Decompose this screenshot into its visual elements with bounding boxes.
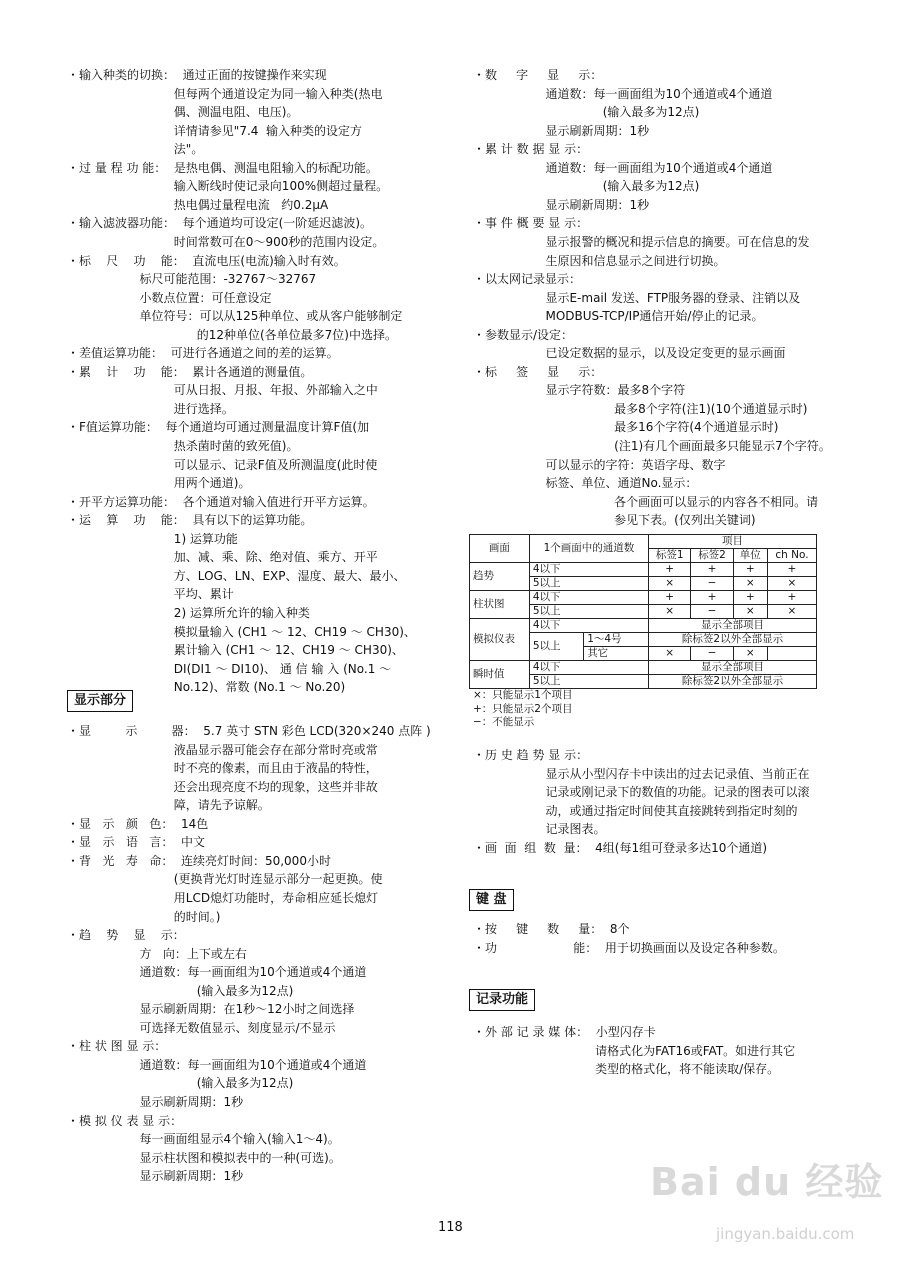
text-line: ・显 示 语 言： 中文: [67, 835, 205, 850]
text-line: 显示刷新周期：1秒: [67, 1095, 244, 1109]
text-line: ・数 字 显 示：: [473, 68, 603, 82]
table-cell: +: [691, 563, 733, 577]
table-cell: 显示全部项目: [649, 619, 817, 633]
table-cell: +: [649, 591, 691, 605]
text-line: 显示E-mail 发送、FTP服务器的登录、注销以及: [473, 290, 801, 305]
table-cell: 瞬时值: [470, 661, 530, 689]
table-row: [470, 591, 817, 605]
text-line: 请格式化为FAT16或FAT。如进行其它: [473, 1043, 796, 1058]
text-line: 小数点位置：可任意设定: [67, 290, 272, 305]
text-line: 平均、累计: [67, 587, 234, 602]
text-line: (输入最多为12点): [67, 983, 294, 998]
table-cell: ×: [733, 647, 767, 661]
text-line: 累计输入 (CH1 ～ 12、CH19 ～ CH30)、: [67, 643, 404, 658]
text-line: 还会出现亮度不均的现象，这些并非故: [67, 779, 378, 794]
text-line: ・模 拟 仪 表 显 示：: [67, 1113, 183, 1128]
table-cell: ×: [767, 605, 816, 619]
baidu-watermark: Bai du 经验: [650, 1160, 884, 1204]
text-line: ・历 史 趋 势 显 示：: [473, 748, 589, 762]
text-line: 通道数：每一画面组为10个通道或4个通道: [473, 160, 773, 175]
text-line: 可以显示的字符：英语字母、数字: [473, 457, 726, 472]
text-line: 显示刷新周期：1秒: [67, 1169, 244, 1184]
text-line: 可以显示、记录F值及所测温度(此时使: [67, 457, 378, 472]
text-line: ・以太网记录显示：: [473, 272, 582, 287]
text-line: 可选择无数值显示、刻度显示/不显示: [67, 1020, 336, 1035]
text-line: 显示刷新周期：在1秒～12小时之间选择: [67, 1002, 355, 1017]
table-header: 标签2: [691, 549, 733, 563]
text-line: ×：只能显示1个项目: [473, 689, 573, 701]
table-cell: [767, 647, 816, 661]
text-line: 记录图表。: [473, 822, 606, 837]
table-cell: 5以上: [529, 605, 648, 619]
table-row: [470, 661, 817, 675]
text-line: 但每两个通道设定为同一输入种类(热电: [67, 86, 383, 101]
table-row: [470, 535, 817, 549]
text-line: ・累 计 功 能： 累计各通道的测量值。: [67, 364, 313, 379]
text-line: 类型的格式化，将不能读取/保存。: [473, 1062, 780, 1077]
table-cell: ×: [649, 577, 691, 591]
text-line: ・外 部 记 录 媒 体： 小型闪存卡: [473, 1025, 656, 1039]
label-display-table: [469, 534, 817, 689]
text-line: (注1)有几个画面最多只能显示7个字符。: [473, 439, 831, 453]
text-line: MODBUS-TCP/IP通信开始/停止的记录。: [473, 309, 764, 324]
text-line: ・F值运算功能： 每个通道均可通过测量温度计算F值(加: [67, 420, 370, 435]
text-line: ・画 面 组 数 量： 4组(每1组可登录多达10个通道): [473, 840, 768, 855]
section-record-heading: 记录功能: [469, 989, 535, 1011]
table-cell: −: [691, 647, 733, 661]
table-header: 单位: [733, 549, 767, 563]
text-line: 时不亮的像素，而且由于液晶的特性，: [67, 761, 378, 776]
text-line: ・标 签 显 示：: [473, 364, 603, 379]
table-cell: 5以上: [529, 577, 648, 591]
text-line: 方 向：上下或左右: [67, 946, 247, 961]
text-line: ・运 算 功 能： 具有以下的运算功能。: [67, 513, 313, 528]
text-line: 2) 运算所允许的输入种类: [67, 605, 310, 620]
text-line: 法"。: [67, 142, 204, 157]
table-cell: +: [767, 563, 816, 577]
text-line: ・输入种类的切换： 通过正面的按键操作来实现: [67, 68, 327, 82]
text-line: 已设定数据的显示，以及设定变更的显示画面: [473, 346, 786, 361]
text-line: 通道数：每一画面组为10个通道或4个通道: [67, 1057, 367, 1072]
page-number: 118: [438, 1220, 463, 1235]
text-line: 标尺可能范围：-32767～32767: [67, 272, 317, 287]
text-line: ・开平方运算功能： 各个通道对输入值进行开平方运算。: [67, 494, 375, 509]
text-line: 显示字符数：最多8个字符: [473, 383, 686, 398]
text-line: 显示刷新周期：1秒: [473, 197, 650, 212]
table-row: [470, 619, 817, 633]
text-line: 的时间。): [67, 909, 221, 924]
text-line: ・参数显示/设定：: [473, 327, 574, 342]
text-line: 1) 运算功能: [67, 531, 238, 546]
text-line: ・柱 状 图 显 示：: [67, 1039, 167, 1054]
text-line: 显示柱状图和模拟表中的一种(可选)。: [67, 1150, 341, 1165]
text-line: −：不能显示: [473, 716, 535, 728]
text-line: 用LCD熄灯功能时，寿命相应延长熄灯: [67, 890, 379, 905]
text-line: 时间常数可在0～900秒的范围内设定。: [67, 234, 385, 249]
text-line: 可从日报、月报、年报、外部输入之中: [67, 383, 378, 398]
table-cell: 模拟仪表: [470, 619, 530, 661]
text-line: 显示刷新周期：1秒: [473, 123, 650, 138]
text-line: ・标 尺 功 能： 直流电压(电流)输入时有效。: [67, 253, 346, 268]
table-cell: 5以上: [529, 633, 583, 661]
text-line: 模拟量输入 (CH1 ～ 12、CH19 ～ CH30)、: [67, 624, 416, 639]
text-line: 显示报警的概况和提示信息的摘要。可在信息的发: [473, 234, 810, 249]
text-line: 单位符号：可以从125种单位、或从客户能够制定: [67, 309, 403, 324]
section-display-heading: 显示部分: [67, 690, 133, 712]
text-line: 动，或通过指定时间使其直接跳转到指定时刻的: [473, 803, 798, 818]
text-line: (输入最多为12点): [473, 105, 700, 120]
text-line: 显示从小型闪存卡中读出的过去记录值、当前正在: [473, 766, 810, 781]
text-line: ・累 计 数 据 显 示：: [473, 142, 589, 157]
text-line: 每一画面组显示4个输入(输入1～4)。: [67, 1132, 340, 1147]
table-cell: 4以下: [529, 619, 648, 633]
table-cell: 显示全部项目: [649, 661, 817, 675]
text-line: ・趋 势 显 示：: [67, 928, 185, 943]
text-line: 通道数：每一画面组为10个通道或4个通道: [67, 965, 367, 980]
text-line: 记录或刚记录下的数值的功能。记录的图表可以滚: [473, 785, 810, 800]
text-line: 输入断线时使记录向100%侧超过量程。: [67, 179, 389, 194]
text-line: (更换背光灯时连显示部分一起更换。使: [67, 872, 383, 887]
text-line: ・事 件 概 要 显 示：: [473, 216, 589, 231]
table-cell: +: [767, 591, 816, 605]
text-line: 加、减、乘、除、绝对值、乘方、开平: [67, 550, 378, 565]
text-line: 最多16个字符(4个通道显示时): [473, 420, 779, 435]
text-line: 各个画面可以显示的内容各不相同。请: [473, 494, 819, 509]
text-line: (输入最多为12点): [473, 179, 700, 194]
table-cell: 4以下: [529, 563, 648, 577]
table-cell: +: [691, 591, 733, 605]
text-line: (输入最多为12点): [67, 1076, 294, 1091]
table-row: [470, 563, 817, 577]
text-line: ・背 光 寿 命： 连续亮灯时间：50,000小时: [67, 853, 331, 868]
text-line: ・差值运算功能： 可进行各通道之间的差的运算。: [67, 346, 339, 361]
table-cell: 除标签2以外全部显示: [649, 633, 817, 647]
text-line: 障，请先予谅解。: [67, 798, 270, 813]
table-cell: −: [691, 577, 733, 591]
baidu-watermark-url: jingyan.baidu.com: [716, 1225, 855, 1243]
text-line: ・显 示 颜 色： 14色: [67, 816, 209, 831]
table-cell: 趋势: [470, 563, 530, 591]
text-line: 进行选择。: [67, 401, 234, 416]
text-line: 热电偶过量程电流 约0.2μA: [67, 197, 329, 212]
table-cell: ×: [649, 605, 691, 619]
text-line: 生原因和信息显示之间进行切换。: [473, 253, 726, 268]
table-cell: 4以下: [529, 591, 648, 605]
text-line: 最多8个字符(注1)(10个通道显示时): [473, 401, 808, 416]
table-header: 画面: [470, 535, 530, 563]
text-line: ・过 量 程 功 能： 是热电偶、测温电阻输入的标配功能。: [67, 160, 378, 175]
table-cell: −: [691, 605, 733, 619]
text-line: 热杀菌时菌的致死值)。: [67, 439, 299, 453]
text-line: 用两个通道)。: [67, 476, 251, 491]
table-cell: 除标签2以外全部显示: [649, 675, 817, 689]
text-line: DI(DI1 ～ DI10)、 通 信 输 入 (No.1 ～: [67, 661, 392, 676]
text-line: +：只能显示2个项目: [473, 702, 573, 715]
table-header: ch No.: [767, 549, 816, 563]
table-header: 项目: [649, 535, 817, 549]
table-cell: 4以下: [529, 661, 648, 675]
text-line: ・显 示 器： 5.7 英寸 STN 彩色 LCD(320×240 点阵 ): [67, 724, 431, 738]
table-header: 标签1: [649, 549, 691, 563]
table-cell: ×: [733, 605, 767, 619]
text-line: ・输入滤波器功能： 每个通道均可设定(一阶延迟滤波)。: [67, 216, 372, 231]
table-cell: +: [733, 591, 767, 605]
table-cell: 5以上: [529, 675, 648, 689]
section-keyboard-heading: 键 盘: [469, 889, 514, 911]
table-header: 1个画面中的通道数: [529, 535, 648, 563]
table-cell: 其它: [584, 647, 649, 661]
text-line: 标签、单位、通道No.显示：: [473, 476, 698, 491]
text-line: 详情请参见"7.4 输入种类的设定方: [67, 123, 363, 138]
table-cell: ×: [767, 577, 816, 591]
table-cell: ×: [649, 647, 691, 661]
table-cell: 1～4号: [584, 633, 649, 647]
table-cell: 柱状图: [470, 591, 530, 619]
text-line: ・按 键 数 量： 8个: [473, 922, 630, 936]
table-cell: +: [733, 563, 767, 577]
text-line: No.12)、常数 (No.1 ～ No.20): [67, 680, 346, 695]
text-line: 通道数：每一画面组为10个通道或4个通道: [473, 86, 773, 101]
text-line: 参见下表。(仅列出关键词): [473, 513, 756, 528]
text-line: 方、LOG、LN、EXP、湿度、最大、最小、: [67, 568, 406, 583]
text-line: ・功 能： 用于切换画面以及设定各种参数。: [473, 940, 785, 955]
text-line: 的12种单位(各单位最多7位)中选择。: [67, 327, 397, 342]
text-line: 偶、测温电阻、电压)。: [67, 105, 299, 120]
table-cell: +: [649, 563, 691, 577]
text-line: 液晶显示器可能会存在部分常时亮或常: [67, 742, 378, 757]
table-cell: ×: [733, 577, 767, 591]
